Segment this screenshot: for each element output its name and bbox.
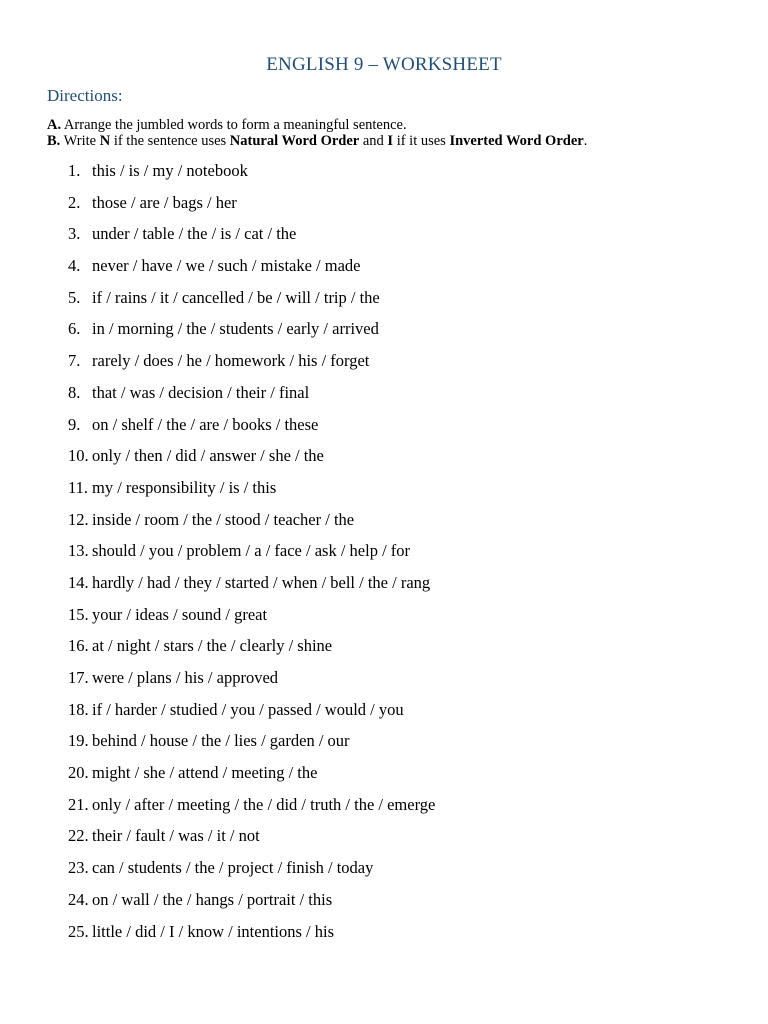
instruction-b-i: I <box>387 133 394 149</box>
item-number: 13. <box>68 541 89 561</box>
instruction-b-text-3: and <box>359 133 388 149</box>
item-number: 24. <box>68 889 89 909</box>
item-text: little / did / I / know / intentions / his <box>92 921 334 941</box>
item-text: if / rains / it / cancelled / be / will / trip / the <box>92 287 380 307</box>
item-number: 10. <box>68 446 89 466</box>
directions-heading: Directions: <box>47 86 123 105</box>
instruction-a-letter: A. <box>47 117 62 133</box>
item-number: 23. <box>68 858 89 878</box>
list-item <box>68 318 435 350</box>
item-number: 12. <box>68 509 89 529</box>
item-number: 21. <box>68 794 89 814</box>
item-number: 20. <box>68 763 89 783</box>
item-text: that / was / decision / their / final <box>92 382 310 402</box>
item-text: if / harder / studied / you / passed / would / you <box>92 699 404 719</box>
instruction-b-inverted: Inverted Word Order <box>449 133 584 149</box>
list-item <box>68 477 435 509</box>
item-number: 6. <box>68 319 81 339</box>
instruction-b-n: N <box>99 133 111 149</box>
item-text: on / shelf / the / are / books / these <box>92 414 319 434</box>
list-item <box>68 794 435 826</box>
list-item <box>68 889 435 921</box>
list-item <box>68 350 435 382</box>
item-text: at / night / stars / the / clearly / shine <box>92 636 333 656</box>
item-number: 14. <box>68 572 89 592</box>
item-number: 3. <box>68 224 81 244</box>
item-text: behind / house / the / lies / garden / our <box>92 731 350 751</box>
item-text: rarely / does / he / homework / his / forget <box>92 351 370 371</box>
list-item <box>68 382 435 414</box>
item-number: 4. <box>68 256 81 276</box>
item-text: their / fault / was / it / not <box>92 826 260 846</box>
item-text: might / she / attend / meeting / the <box>92 763 318 783</box>
list-item <box>68 414 435 446</box>
list-item <box>68 192 435 224</box>
instruction-b-text-4: if it uses <box>393 133 450 149</box>
instruction-b-text-2: if the sentence uses <box>110 133 230 149</box>
item-text: your / ideas / sound / great <box>92 604 268 624</box>
item-text: in / morning / the / students / early / arrived <box>92 319 379 339</box>
list-item <box>68 540 435 572</box>
item-text: this / is / my / notebook <box>92 161 248 180</box>
item-number: 16. <box>68 636 89 656</box>
item-number: 2. <box>68 192 81 212</box>
item-number: 8. <box>68 382 81 402</box>
list-item <box>68 509 435 541</box>
list-item <box>68 572 435 604</box>
exercise-list <box>68 160 435 952</box>
item-number: 19. <box>68 731 89 751</box>
list-item <box>68 825 435 857</box>
item-number: 15. <box>68 604 89 624</box>
item-text: inside / room / the / stood / teacher / the <box>92 509 355 529</box>
list-item <box>68 921 435 953</box>
item-number: 11. <box>68 477 89 497</box>
item-text: under / table / the / is / cat / the <box>92 224 297 244</box>
item-number: 5. <box>68 287 81 307</box>
item-number: 9. <box>68 414 81 434</box>
instruction-b-text-1: Write <box>60 133 100 149</box>
instruction-b <box>47 133 587 149</box>
item-text: only / after / meeting / the / did / truth / the / emerge <box>92 794 436 814</box>
item-text: were / plans / his / approved <box>92 668 279 687</box>
list-item <box>68 857 435 889</box>
item-text: my / responsibility / is / this <box>92 477 277 497</box>
instruction-b-letter: B. <box>47 133 61 149</box>
item-number: 1. <box>68 161 81 180</box>
item-number: 17. <box>68 668 89 687</box>
list-item <box>68 667 435 699</box>
item-text: those / are / bags / her <box>92 192 237 212</box>
item-text: on / wall / the / hangs / portrait / this <box>92 889 333 909</box>
list-item <box>68 223 435 255</box>
list-item <box>68 445 435 477</box>
list-item <box>68 635 435 667</box>
list-item <box>68 699 435 731</box>
item-text: should / you / problem / a / face / ask / help / for <box>92 541 411 561</box>
item-number: 7. <box>68 351 81 371</box>
list-item <box>68 255 435 287</box>
item-number: 22. <box>68 826 89 846</box>
list-item <box>68 287 435 319</box>
item-number: 18. <box>68 699 89 719</box>
item-text: hardly / had / they / started / when / bell / the / rang <box>92 572 431 592</box>
page-title: ENGLISH 9 – WORKSHEET <box>266 54 502 75</box>
list-item <box>68 762 435 794</box>
instruction-b-natural: Natural Word Order <box>229 133 360 149</box>
item-text: never / have / we / such / mistake / made <box>92 256 361 276</box>
item-text: only / then / did / answer / she / the <box>92 446 324 466</box>
instruction-a <box>47 117 407 133</box>
list-item <box>68 604 435 636</box>
instruction-b-text-5: . <box>583 133 588 149</box>
item-text: can / students / the / project / finish / today <box>92 858 374 878</box>
instruction-a-text: Arrange the jumbled words to form a meaningful sentence. <box>61 117 407 133</box>
list-item <box>68 160 435 192</box>
list-item <box>68 730 435 762</box>
item-number: 25. <box>68 921 89 941</box>
